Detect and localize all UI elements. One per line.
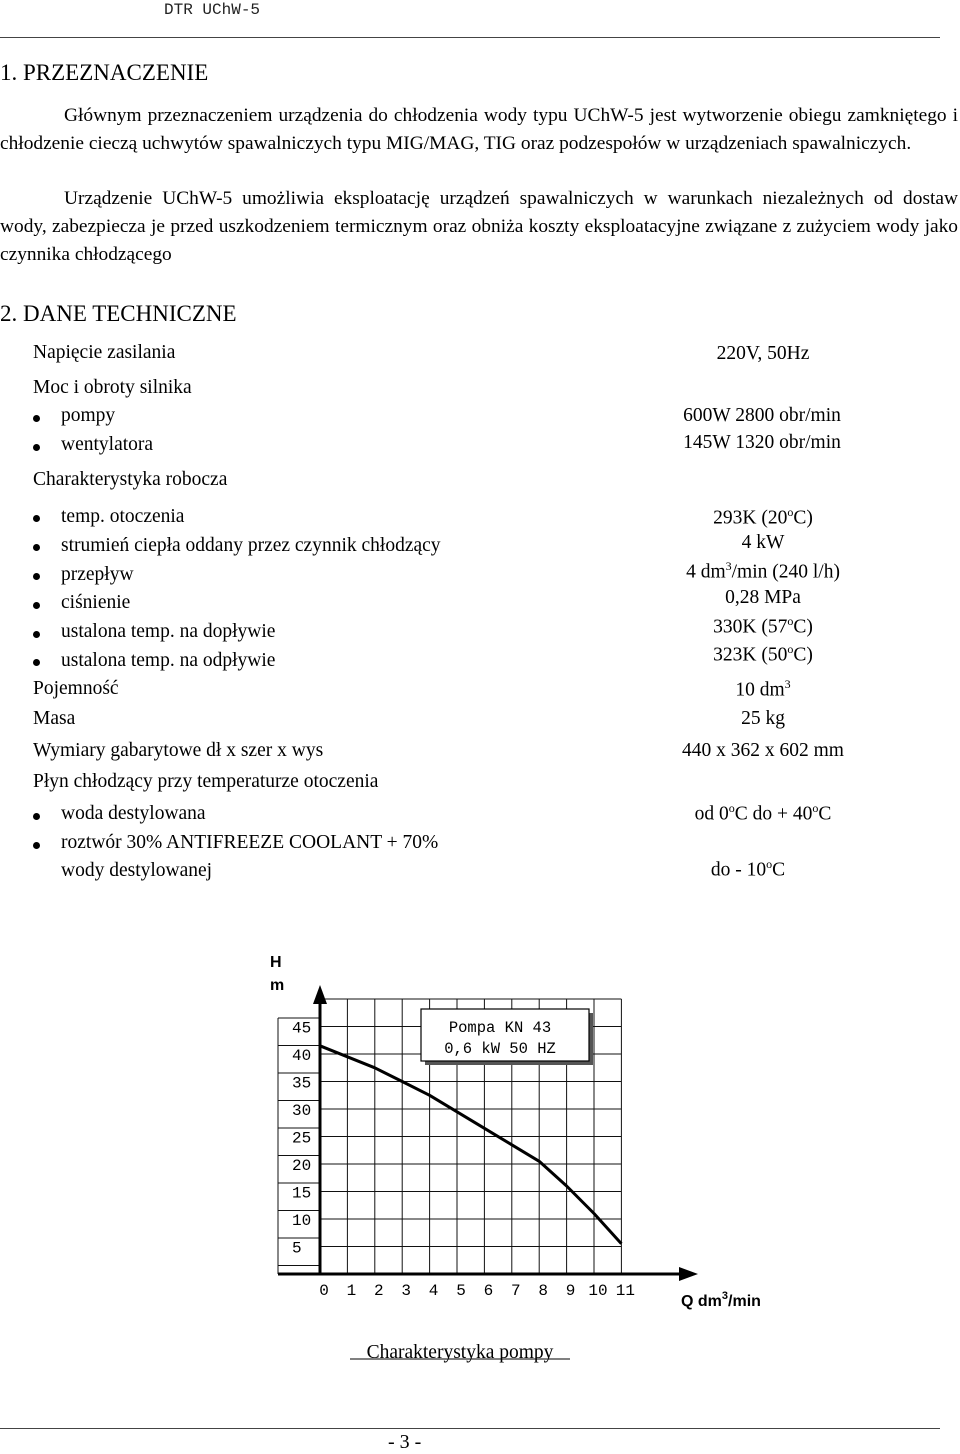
working-characteristics-label: Charakterystyka robocza <box>33 469 228 490</box>
antifreeze-label-line2: wody destylowanej <box>61 860 213 881</box>
distilled-water-value: od 0$^o$C do + $40^oC$ <box>694 801 832 825</box>
y-axis-label-line1: H <box>270 954 282 971</box>
fan-label: wentylatora <box>61 434 154 455</box>
header-rule <box>0 37 940 38</box>
chart-title: Charakterystyka pompy <box>366 1342 554 1363</box>
bullet-icon <box>33 813 40 820</box>
page-number: - 3 - <box>388 1431 422 1453</box>
y-tick-label: 25 <box>292 1129 312 1148</box>
legend-line-1: Pompa KN 43 <box>448 1019 552 1037</box>
x-tick-label: 11 <box>615 1282 636 1300</box>
y-tick-label: 40 <box>292 1047 312 1065</box>
ambient-temp-value: 293K (20$^o$C) <box>713 505 813 529</box>
outlet-temp-label: ustalona temp. na odpływie <box>61 650 276 671</box>
y-axis-arrow-icon <box>313 985 327 1004</box>
ambient-temp-label: temp. otoczenia <box>61 506 185 527</box>
y-axis-label-line2: m <box>270 977 285 994</box>
capacity-value: 10 $dm^3$ <box>735 677 791 701</box>
x-tick-label: 1 <box>346 1282 357 1300</box>
distilled-water-label: woda destylowana <box>61 803 206 824</box>
x-tick-label: 6 <box>483 1282 494 1300</box>
pressure-value: 0,28 MPa <box>725 587 801 608</box>
x-tick-label: 4 <box>428 1282 439 1300</box>
x-tick-label: 3 <box>401 1282 412 1300</box>
x-tick-label: 10 <box>588 1282 608 1300</box>
pump-label: pompy <box>61 405 116 426</box>
outlet-temp-value: 323K (50$^o$C) <box>713 642 813 666</box>
x-tick-label: 2 <box>373 1282 384 1300</box>
bullet-icon <box>33 515 40 522</box>
x-tick-label: 0 <box>319 1282 329 1300</box>
chart-series <box>320 1046 621 1244</box>
bullet-icon <box>33 659 40 666</box>
antifreeze-value: do - 10$^o$C <box>710 857 786 881</box>
document-header: DTR UChW-5 <box>164 1 261 19</box>
x-tick-label: 8 <box>538 1282 549 1300</box>
supply-voltage-value: 220V, 50Hz <box>716 343 810 364</box>
y-tick-label: 10 <box>292 1212 312 1230</box>
dimensions-value: 440 x 362 x 602 mm <box>682 740 844 761</box>
capacity-label: Pojemność <box>33 678 119 699</box>
inlet-temp-label: ustalona temp. na dopływie <box>61 621 276 642</box>
bullet-icon <box>33 544 40 551</box>
y-tick-label: 20 <box>292 1157 312 1175</box>
x-tick-label: 9 <box>565 1282 576 1300</box>
series-line <box>320 1046 621 1244</box>
y-tick-label: 15 <box>292 1184 312 1203</box>
heat-flow-label: strumień ciepła oddany przez czynnik chłodzący <box>61 535 441 556</box>
x-tick-label: 5 <box>456 1282 466 1300</box>
antifreeze-label-line1: roztwór 30% ANTIFREEZE COOLANT + 70% <box>61 832 439 853</box>
purpose-paragraph-1: Głównym przeznaczeniem urządzenia do chłodzenia wody typu UChW-5 jest wytworzenie obiegu zamkniętego i chłodzenie cieczą uchwytów spawalniczych typu MIG/MAG, TIG oraz podzespołów w urządzeniach spawalniczych. <box>0 105 958 154</box>
x-axis-label: Q $dm^3/\min$ <box>681 1290 761 1310</box>
pump-characteristic-chart <box>0 940 960 1370</box>
fan-value: 145W 1320 obr/min <box>683 432 841 453</box>
y-tick-label: 30 <box>292 1102 312 1120</box>
bullet-icon <box>33 444 40 451</box>
footer-rule <box>0 1428 940 1429</box>
chart-y-tick-labels <box>292 1020 311 1258</box>
flow-value: 4 $dm^3/\min$ (240 l/h) <box>686 559 840 583</box>
supply-voltage-label: Napięcie zasilania <box>33 342 176 363</box>
y-tick-label: 45 <box>292 1019 312 1038</box>
dimensions-label: Wymiary gabarytowe dł x szer x wys <box>33 740 324 761</box>
inlet-temp-value: 330K (57$^o$C) <box>713 614 813 638</box>
y-tick-label: 5 <box>292 1239 302 1258</box>
heat-flow-value: 4 kW <box>741 532 785 553</box>
x-axis-arrow-icon <box>679 1267 698 1281</box>
mass-value: 25 kg <box>741 708 785 729</box>
flow-label: przepływ <box>61 564 134 585</box>
bullet-icon <box>33 842 40 849</box>
pressure-label: ciśnienie <box>61 592 131 613</box>
section-heading-purpose: 1. PRZEZNACZENIE <box>0 60 209 85</box>
bullet-icon <box>33 631 40 638</box>
mass-label: Masa <box>33 708 76 729</box>
legend-line-2: 0,6 kW 50 HZ <box>444 1040 556 1058</box>
motor-power-label: Moc i obroty silnika <box>33 377 192 398</box>
bullet-icon <box>33 602 40 609</box>
x-tick-label: 7 <box>510 1282 521 1300</box>
purpose-paragraph-2: Urządzenie UChW-5 umożliwia eksploatację urządzeń spawalniczych w warunkach niezależnych od dostaw wody, zabezpiecza je przed uszkodzeniem termicznym oraz obniża koszty eksploatacyjne związane z zużyciem wody jako czynnika chłodzącego <box>0 188 958 265</box>
coolant-label: Płyn chłodzący przy temperaturze otoczenia <box>33 771 379 792</box>
bullet-icon <box>33 415 40 422</box>
chart-x-tick-labels <box>319 1282 635 1300</box>
section-heading-technical-data: 2. DANE TECHNICZNE <box>0 301 237 326</box>
y-tick-label: 35 <box>292 1074 312 1093</box>
pump-value: 600W 2800 obr/min <box>683 405 841 426</box>
bullet-icon <box>33 573 40 580</box>
